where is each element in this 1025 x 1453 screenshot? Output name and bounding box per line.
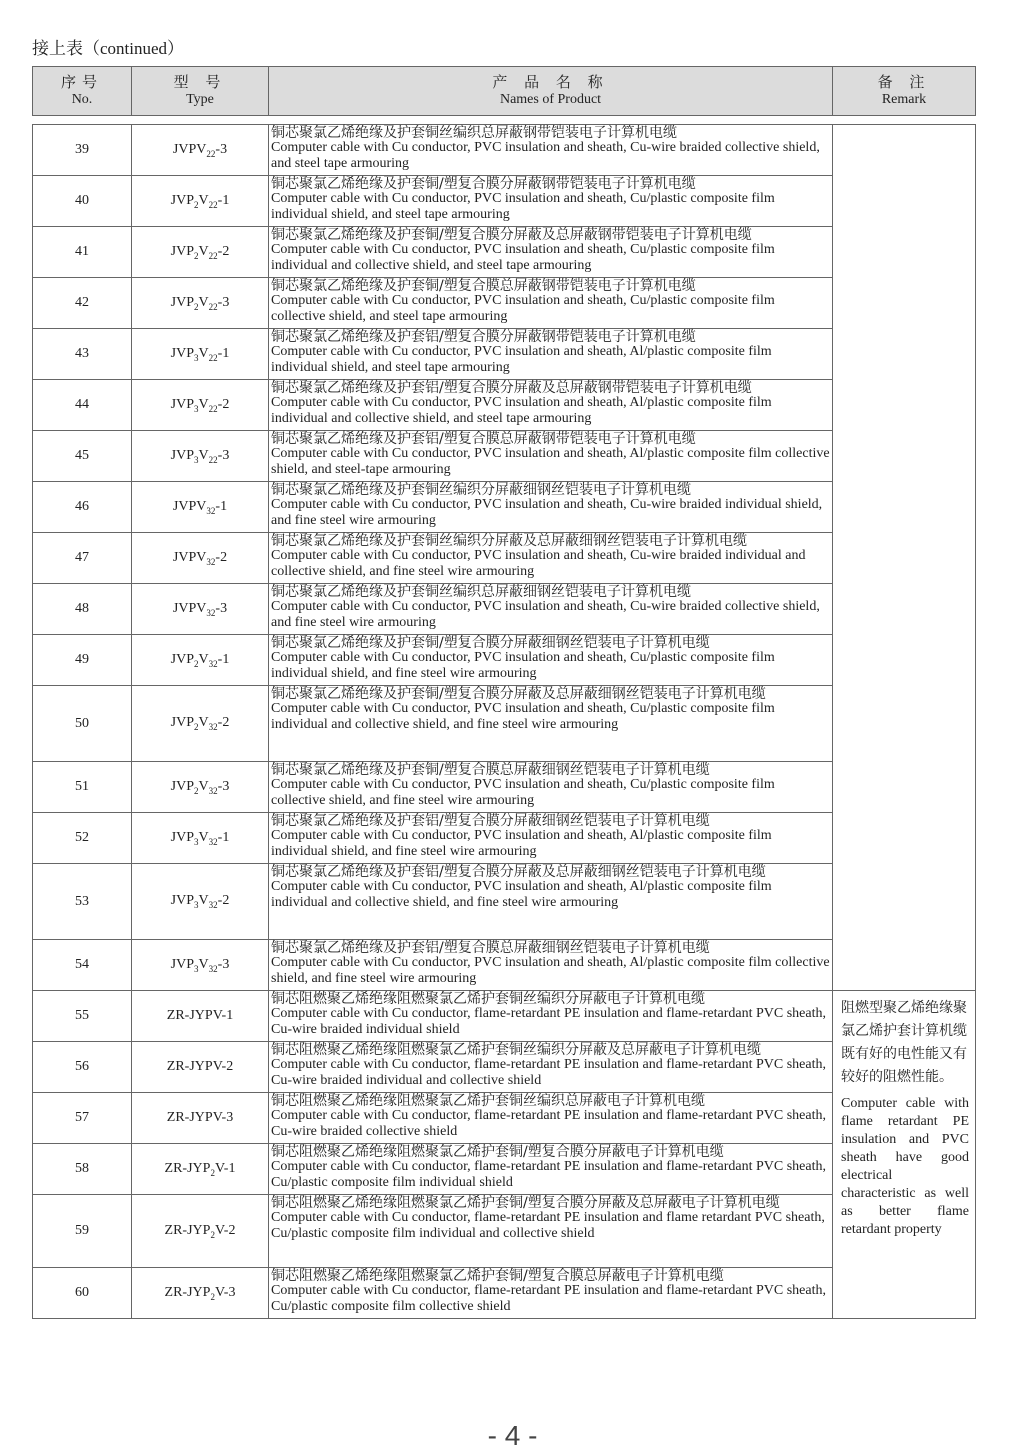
product-name-cn: 铜芯聚氯乙烯绝缘及护套铜/塑复合膜总屏蔽细钢丝铠装电子计算机电缆 (271, 762, 710, 778)
product-name-cn: 铜芯聚氯乙烯绝缘及护套铜/塑复合膜分屏蔽钢带铠装电子计算机电缆 (271, 176, 696, 192)
product-name-en: Computer cable with Cu conductor, PVC insulation and sheath, Al/plastic composite film individual shield, and fine steel wire armouring (271, 828, 772, 859)
remark-text-cn: 阻燃型聚乙烯绝缘聚氯乙烯护套计算机缆既有好的电性能又有较好的阻燃性能。 (841, 1000, 967, 1085)
product-name-cn: 铜芯聚氯乙烯绝缘及护套铜丝编织分屏蔽细钢丝铠装电子计算机电缆 (271, 482, 691, 498)
row-type: $JVP_2V_{32}-3$ (132, 762, 269, 813)
row-type: $JVP_2V_{32}-2$ (132, 686, 269, 762)
row-number: 45 (33, 431, 132, 482)
row-product-name (269, 940, 833, 991)
row-product-name (269, 762, 833, 813)
row-number: 51 (33, 762, 132, 813)
product-name-cn: 铜芯聚氯乙烯绝缘及护套铝/塑复合膜总屏蔽钢带铠装电子计算机电缆 (271, 431, 696, 447)
row-number: 47 (33, 533, 132, 584)
product-name-en: Computer cable with Cu conductor, PVC insulation and sheath, Al/plastic composite film individual shield, and steel tape armouring (271, 344, 772, 375)
product-name-en: Computer cable with Cu conductor, PVC insulation and sheath, Cu/plastic composite film individual shield, and steel tape armouring (271, 191, 775, 222)
product-name-en: Computer cable with Cu conductor, flame-retardant PE insulation and flame-retardant PVC sheath, Cu/plastic composite film individual shield (271, 1159, 826, 1190)
product-name-cn: 铜芯阻燃聚乙烯绝缘阻燃聚氯乙烯护套铜/塑复合膜分屏蔽及总屏蔽电子计算机电缆 (271, 1195, 780, 1211)
row-number: 56 (33, 1042, 132, 1093)
column-header-remark (833, 67, 976, 116)
page-heading: 接上表（continued） (32, 39, 185, 58)
product-name-en: Computer cable with Cu conductor, PVC insulation and sheath, Al/plastic composite film individual and collective shield, and steel tape armouring (271, 395, 772, 426)
product-name-cn: 铜芯聚氯乙烯绝缘及护套铜丝编织总屏蔽钢带铠装电子计算机电缆 (271, 125, 677, 141)
row-type: $JVPV_{32}-1$ (132, 482, 269, 533)
product-name-en: Computer cable with Cu conductor, flame-retardant PE insulation and flame retardant PVC sheath, Cu/plastic composite film individual and collective shield (271, 1210, 825, 1241)
remark-cell-flame-retardant (833, 991, 976, 1319)
row-type: $JVP_3V_{32}-3$ (132, 940, 269, 991)
product-table (32, 124, 976, 1319)
product-name-cn: 铜芯聚氯乙烯绝缘及护套铜/塑复合膜分屏蔽及总屏蔽钢带铠装电子计算机电缆 (271, 227, 752, 243)
product-name-cn: 铜芯聚氯乙烯绝缘及护套铝/塑复合膜分屏蔽钢带铠装电子计算机电缆 (271, 329, 696, 345)
row-type: $JVP_2V_{22}-3$ (132, 278, 269, 329)
product-name-en: Computer cable with Cu conductor, PVC insulation and sheath, Al/plastic composite film collective shield, and steel-tape armouring (271, 446, 830, 477)
row-number: 55 (33, 991, 132, 1042)
column-header-type-en: Type (186, 92, 214, 107)
column-header-type (132, 67, 269, 116)
row-number: 48 (33, 584, 132, 635)
row-number: 49 (33, 635, 132, 686)
remark-cell-empty (833, 125, 976, 991)
row-product-name (269, 1195, 833, 1268)
product-name-en: Computer cable with Cu conductor, flame-retardant PE insulation and flame-retardant PVC sheath, Cu-wire braided individual and collective shield (271, 1057, 826, 1088)
row-type: $ZR-JYP_2V-2$ (132, 1195, 269, 1268)
row-type: $JVPV_{32}-2$ (132, 533, 269, 584)
row-product-name (269, 482, 833, 533)
product-name-cn: 铜芯聚氯乙烯绝缘及护套铜/塑复合膜总屏蔽钢带铠装电子计算机电缆 (271, 278, 696, 294)
row-product-name (269, 329, 833, 380)
row-type: $JVP_2V_{22}-1$ (132, 176, 269, 227)
column-header-no-cn: 序号 (60, 73, 103, 91)
row-product-name (269, 635, 833, 686)
row-product-name (269, 584, 833, 635)
product-name-en: Computer cable with Cu conductor, PVC insulation and sheath, Cu/plastic composite film collective shield, and steel tape armouring (271, 293, 775, 324)
row-type: $JVP_3V_{32}-2$ (132, 864, 269, 940)
row-number: 60 (33, 1268, 132, 1319)
row-number: 41 (33, 227, 132, 278)
row-number: 54 (33, 940, 132, 991)
row-product-name (269, 380, 833, 431)
page-number: - 4 - (487, 1420, 538, 1451)
product-name-en: Computer cable with Cu conductor, flame-retardant PE insulation and flame-retardant PVC sheath, Cu-wire braided individual shield (271, 1006, 826, 1037)
row-number: 50 (33, 686, 132, 762)
row-product-name (269, 176, 833, 227)
product-name-cn: 铜芯聚氯乙烯绝缘及护套铝/塑复合膜分屏蔽及总屏蔽钢带铠装电子计算机电缆 (271, 380, 752, 396)
column-header-remark-cn: 备 注 (877, 73, 931, 91)
column-header-type-cn: 型 号 (173, 73, 227, 91)
product-name-cn: 铜芯聚氯乙烯绝缘及护套铜/塑复合膜分屏蔽及总屏蔽细钢丝铠装电子计算机电缆 (271, 686, 766, 702)
row-product-name (269, 864, 833, 940)
product-name-en: Computer cable with Cu conductor, PVC insulation and sheath, Cu/plastic composite film collective shield, and fine steel wire armouring (271, 777, 775, 808)
row-type: $JVPV_{22}-3$ (132, 125, 269, 176)
row-product-name (269, 278, 833, 329)
row-type: ZR-JYPV-3 (132, 1093, 269, 1144)
row-type: ZR-JYPV-1 (132, 991, 269, 1042)
row-number: 46 (33, 482, 132, 533)
row-type: ZR-JYPV-2 (132, 1042, 269, 1093)
row-product-name (269, 1042, 833, 1093)
product-name-cn: 铜芯阻燃聚乙烯绝缘阻燃聚氯乙烯护套铜丝编织总屏蔽电子计算机电缆 (271, 1093, 705, 1109)
row-type: $JVP_3V_{32}-1$ (132, 813, 269, 864)
row-number: 57 (33, 1093, 132, 1144)
row-type: $JVPV_{32}-3$ (132, 584, 269, 635)
row-product-name (269, 431, 833, 482)
row-product-name (269, 686, 833, 762)
row-type: $JVP_3V_{22}-2$ (132, 380, 269, 431)
row-type: $JVP_2V_{32}-1$ (132, 635, 269, 686)
product-name-cn: 铜芯聚氯乙烯绝缘及护套铝/塑复合膜总屏蔽细钢丝铠装电子计算机电缆 (271, 940, 710, 956)
product-name-cn: 铜芯聚氯乙烯绝缘及护套铜丝编织总屏蔽细钢丝铠装电子计算机电缆 (271, 584, 691, 600)
table-header (32, 66, 976, 116)
product-name-en: Computer cable with Cu conductor, PVC insulation and sheath, Cu-wire braided individual and collective shield, and fine steel wire armouring (271, 548, 806, 579)
product-name-en: Computer cable with Cu conductor, flame-retardant PE insulation and flame-retardant PVC sheath, Cu-wire braided collective shield (271, 1108, 826, 1139)
product-name-en: Computer cable with Cu conductor, PVC insulation and sheath, Cu-wire braided collective shield, and fine steel wire armouring (271, 599, 820, 630)
product-name-en: Computer cable with Cu conductor, PVC insulation and sheath, Al/plastic composite film individual and collective shield, and fine steel wire armouring (271, 879, 772, 910)
row-number: 40 (33, 176, 132, 227)
product-name-cn: 铜芯阻燃聚乙烯绝缘阻燃聚氯乙烯护套铜/塑复合膜分屏蔽电子计算机电缆 (271, 1144, 724, 1160)
row-number: 39 (33, 125, 132, 176)
product-name-cn: 铜芯阻燃聚乙烯绝缘阻燃聚氯乙烯护套铜/塑复合膜总屏蔽电子计算机电缆 (271, 1268, 724, 1284)
product-name-cn: 铜芯聚氯乙烯绝缘及护套铝/塑复合膜分屏蔽细钢丝铠装电子计算机电缆 (271, 813, 710, 829)
column-header-name-cn: 产 品 名 称 (492, 73, 609, 91)
column-header-name-en: Names of Product (499, 92, 602, 107)
row-product-name (269, 813, 833, 864)
row-type: $JVP_2V_{22}-2$ (132, 227, 269, 278)
column-header-no (33, 67, 132, 116)
column-header-remark-en: Remark (881, 92, 927, 107)
column-header-no-en: No. (71, 92, 93, 107)
table-row (33, 125, 976, 176)
product-name-en: Computer cable with Cu conductor, PVC insulation and sheath, Al/plastic composite film collective shield, and fine steel wire armouring (271, 955, 830, 986)
row-product-name (269, 1268, 833, 1319)
row-number: 53 (33, 864, 132, 940)
product-name-en: Computer cable with Cu conductor, PVC insulation and sheath, Cu-wire braided collective shield, and steel tape armouring (271, 140, 820, 171)
row-type: $ZR-JYP_2V-3$ (132, 1268, 269, 1319)
product-name-cn: 铜芯聚氯乙烯绝缘及护套铜/塑复合膜分屏蔽细钢丝铠装电子计算机电缆 (271, 635, 710, 651)
row-product-name (269, 991, 833, 1042)
row-number: 52 (33, 813, 132, 864)
remark-text-en: Computer cable with flame retardant PE insulation and PVC sheath have good electrical characteristic as well as better flame retardant property (841, 1096, 969, 1237)
product-name-cn: 铜芯阻燃聚乙烯绝缘阻燃聚氯乙烯护套铜丝编织分屏蔽及总屏蔽电子计算机电缆 (271, 1042, 761, 1058)
row-product-name (269, 533, 833, 584)
product-name-en: Computer cable with Cu conductor, PVC insulation and sheath, Cu/plastic composite film individual and collective shield, and steel tape armouring (271, 242, 775, 273)
row-number: 42 (33, 278, 132, 329)
product-name-en: Computer cable with Cu conductor, flame-retardant PE insulation and flame-retardant PVC sheath, Cu/plastic composite film collective shield (271, 1283, 826, 1314)
row-type: $ZR-JYP_2V-1$ (132, 1144, 269, 1195)
row-product-name (269, 227, 833, 278)
row-number: 44 (33, 380, 132, 431)
product-name-en: Computer cable with Cu conductor, PVC insulation and sheath, Cu/plastic composite film individual shield, and fine steel wire armouring (271, 650, 775, 681)
row-number: 43 (33, 329, 132, 380)
product-name-en: Computer cable with Cu conductor, PVC insulation and sheath, Cu/plastic composite film individual and collective shield, and fine steel wire armouring (271, 701, 775, 732)
row-type: $JVP_3V_{22}-1$ (132, 329, 269, 380)
row-type: $JVP_3V_{22}-3$ (132, 431, 269, 482)
table-row (33, 991, 976, 1042)
row-product-name (269, 1093, 833, 1144)
row-number: 58 (33, 1144, 132, 1195)
row-product-name (269, 125, 833, 176)
product-name-cn: 铜芯阻燃聚乙烯绝缘阻燃聚氯乙烯护套铜丝编织分屏蔽电子计算机电缆 (271, 991, 705, 1007)
product-name-en: Computer cable with Cu conductor, PVC insulation and sheath, Cu-wire braided individual shield, and fine steel wire armouring (271, 497, 823, 528)
product-name-cn: 铜芯聚氯乙烯绝缘及护套铜丝编织分屏蔽及总屏蔽细钢丝铠装电子计算机电缆 (271, 533, 747, 549)
column-header-name (269, 67, 833, 116)
row-product-name (269, 1144, 833, 1195)
product-name-cn: 铜芯聚氯乙烯绝缘及护套铝/塑复合膜分屏蔽及总屏蔽细钢丝铠装电子计算机电缆 (271, 864, 766, 880)
row-number: 59 (33, 1195, 132, 1268)
